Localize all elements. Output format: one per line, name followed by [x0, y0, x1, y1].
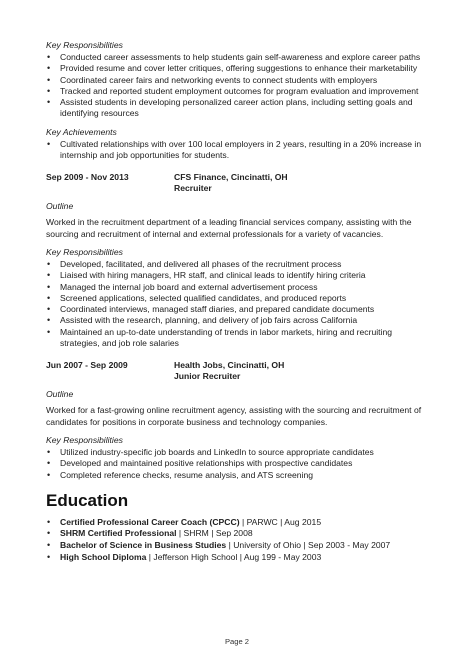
degree-name: High School Diploma	[60, 551, 147, 562]
list-item: • Managed the internal job board and external advertisement process	[46, 282, 428, 293]
job-health-jobs	[46, 360, 428, 480]
list-item: • Tracked and reported student employment outcomes for program evaluation and improvement	[46, 86, 428, 97]
education-list	[46, 517, 428, 563]
list-item: • Screened applications, selected qualified candidates, and produced reports	[46, 293, 428, 304]
list-item: • Cultivated relationships with over 100 local employers in 2 years, resulting in a 20% increase in internship and job opportunities for students.	[46, 139, 428, 162]
degree-detail: | Jefferson High School | Aug 199 - May 2003	[146, 551, 322, 562]
degree-name: Certified Professional Career Coach (CPCC)	[60, 516, 240, 527]
outline-text: Worked in the recruitment department of a leading financial services company, assisting with the sourcing and recruitment of internal and external professionals for a variety of vacancies.	[46, 217, 412, 239]
responsibilities-label: Key Responsibilities	[46, 434, 123, 445]
job-title: Junior Recruiter	[174, 371, 241, 382]
degree-detail: | PARWC | Aug 2015	[239, 516, 322, 527]
achievements-label: Key Achievements	[46, 126, 117, 137]
job-title: Recruiter	[174, 183, 212, 194]
list-item: • Completed reference checks, resume analysis, and ATS screening	[46, 470, 428, 481]
list-item: • Utilized industry-specific job boards and LinkedIn to source appropriate candidates	[46, 447, 428, 458]
list-item: • Coordinated career fairs and networking events to connect students with employers	[46, 75, 428, 86]
responsibilities-list	[46, 447, 428, 481]
education-item	[46, 517, 428, 529]
list-item: • Developed and maintained positive relationships with prospective candidates	[46, 458, 428, 469]
degree-detail: | University of Ohio | Sep 2003 - May 2007	[226, 540, 391, 551]
outline-text: Worked for a fast-growing online recruitment agency, assisting with the sourcing and recruitment of candidates for positions in corporate business and technology companies.	[46, 405, 422, 427]
education-item	[46, 540, 428, 552]
responsibilities-list	[46, 259, 428, 349]
outline-label: Outline	[46, 201, 74, 212]
list-item: • Liaised with hiring managers, HR staff, and clinical leads to identify hiring criteria	[46, 270, 428, 281]
education-item	[46, 552, 428, 564]
list-item: • Developed, facilitated, and delivered all phases of the recruitment process	[46, 259, 428, 270]
education-heading: Education	[46, 490, 129, 510]
page-number: Page 2	[224, 637, 250, 646]
list-item: • Assisted students in developing personalized career action plans, including setting goals and identifying resources	[46, 97, 428, 120]
outline-label: Outline	[46, 389, 74, 400]
list-item: • Maintained an up-to-date understanding of trends in labor markets, hiring and recruiting strategies, and job role salaries	[46, 327, 428, 350]
responsibilities-label: Key Responsibilities	[46, 246, 123, 257]
achievements-list	[46, 139, 428, 162]
list-item: • Provided resume and cover letter critiques, offering suggestions to enhance their marketability	[46, 63, 428, 74]
job-dates: Jun 2007 - Sep 2009	[46, 360, 128, 371]
job-dates: Sep 2009 - Nov 2013	[46, 172, 129, 183]
responsibilities-list	[46, 52, 428, 120]
job-company: CFS Finance, Cincinatti, OH	[174, 172, 288, 183]
degree-name: SHRM Certified Professional	[60, 528, 177, 539]
list-item: • Conducted career assessments to help students gain self-awareness and explore career paths	[46, 52, 428, 63]
degree-name: Bachelor of Science in Business Studies	[60, 540, 227, 551]
job-cfs-finance	[46, 172, 428, 349]
responsibilities-label: Key Responsibilities	[46, 40, 123, 50]
job-continued	[46, 40, 428, 161]
degree-detail: | SHRM | Sep 2008	[176, 528, 253, 539]
list-item: • Assisted with the research, planning, and delivery of job fairs across California	[46, 315, 428, 326]
education-section	[46, 491, 428, 563]
list-item: • Coordinated interviews, managed staff diaries, and prepared candidate documents	[46, 304, 428, 315]
education-item	[46, 528, 428, 540]
job-company: Health Jobs, Cincinatti, OH	[174, 360, 285, 371]
